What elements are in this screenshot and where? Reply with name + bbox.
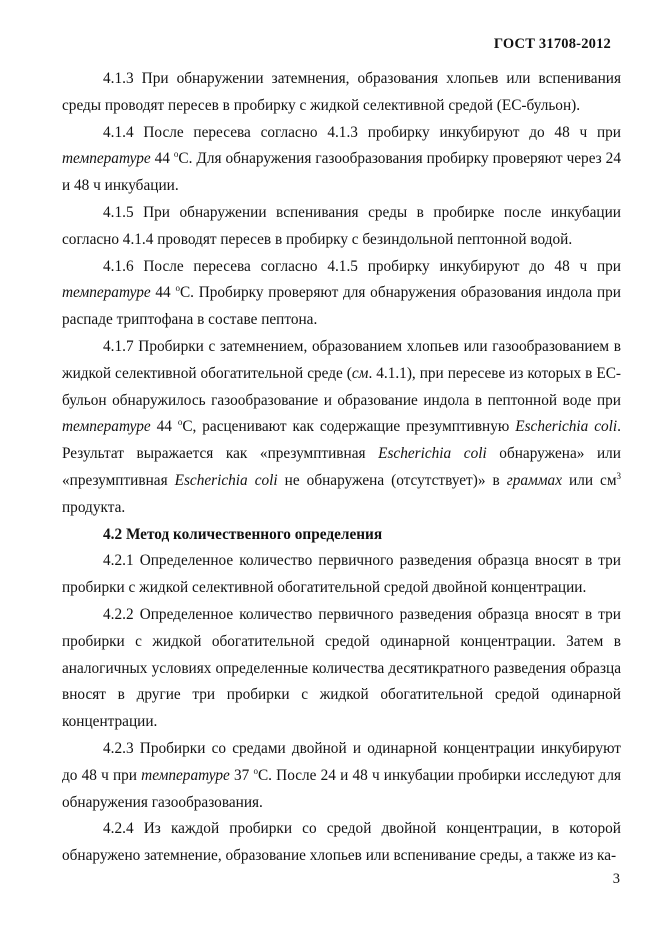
italic-run: Escherichia coli — [515, 418, 618, 436]
italic-run: температуре — [62, 284, 151, 302]
text-run: 4.1.5 При обнаружении вспенивания среды в пробирке после инкубации согласно 4.1.4 проводят пересев в пробирку с безиндольной пептонной водой. — [62, 203, 621, 248]
text-run: 44 — [150, 150, 174, 168]
superscript: о — [177, 417, 183, 428]
text-run: 4.1.3 При обнаружении затемнения, образования хлопьев или вспенивания среды проводят пересев в пробирку с жидкой селективной средой (EC-бульон). — [62, 70, 621, 114]
section-heading — [62, 522, 621, 549]
text-run: С. Пробирку проверяют для обнаружения образования индола при распаде триптофана в составе пептона. — [62, 284, 621, 329]
paragraph — [62, 816, 621, 870]
superscript: о — [173, 149, 179, 160]
text-run: . 4.1.1), при пересеве из которых в EC-бульон обнаружилось газообразование и образование индола в пептонной воде при — [62, 364, 621, 409]
standard-header: ГОСТ 31708-2012 — [493, 36, 611, 52]
text-run: 4.2.1 Определенное количество первичного разведения образца вносят в три пробирки с жидкой селективной обогатительной средой двойной концентрации. — [62, 552, 621, 597]
paragraph — [62, 200, 621, 254]
paragraph — [62, 548, 621, 602]
paragraph — [62, 120, 621, 200]
italic-run: граммах — [506, 471, 562, 489]
italic-run: Escherichia coli — [378, 445, 487, 463]
text-run: 4.1.4 После пересева согласно 4.1.3 пробирку инкубируют до 48 ч при — [103, 123, 621, 141]
text-run: обнаружена» или «презумптивная — [62, 445, 621, 489]
text-run: . Результат выражается как «презумптивная — [62, 418, 621, 463]
paragraph — [62, 66, 621, 120]
text-run: 4.2 Метод количественного определения — [103, 525, 383, 543]
superscript: о — [253, 765, 258, 776]
page-number: 3 — [612, 871, 620, 887]
text-run: продукта. — [62, 498, 126, 516]
paragraph — [62, 736, 621, 816]
text-run: С. После 24 и 48 ч инкубации пробирки исследуют для обнаружения газообразования. — [62, 766, 622, 811]
superscript: о — [175, 283, 180, 294]
text-run: 4.2.4 Из каждой пробирки со средой двойной концентрации, в которой обнаружено затемнение, образование хлопьев или вспенивание среды, а также из ка- — [62, 820, 621, 865]
text-run: 4.2.3 Пробирки со средами двойной и одинарной концентрации инкубируют до 48 ч при — [62, 739, 621, 784]
paragraph — [62, 334, 621, 522]
text-run: С. Для обнаружения газообразования пробирку проверяют через 24 и 48 ч инкубации. — [62, 150, 621, 195]
paragraph — [62, 254, 621, 334]
italic-run: Escherichia coli — [174, 471, 278, 489]
italic-run: температуре — [62, 418, 151, 436]
document-body — [62, 66, 621, 870]
italic-run: температуре — [141, 766, 230, 784]
italic-run: см — [351, 364, 369, 382]
text-run: 4.2.2 Определенное количество первичного разведения образца вносят в три пробирки с жидкой обогатительной средой одинарной концентрации. Затем в аналогичных условиях определенные количества десятикратного разведения образца вносят в другие три пробирки с жидкой обогатительной средой одинарной концентрации. — [62, 605, 621, 731]
superscript: 3 — [616, 470, 621, 481]
text-run: 4.1.7 Пробирки с затемнением, образованием хлопьев или газообразованием в жидкой селективной обогатительной среде ( — [62, 337, 621, 382]
text-run: 44 — [150, 418, 178, 436]
italic-run: температуре — [62, 150, 151, 168]
text-run: 4.1.6 После пересева согласно 4.1.5 пробирку инкубируют до 48 ч при — [103, 257, 621, 275]
text-run: С, расценивают как содержащие презумптивную — [182, 418, 516, 436]
text-run: 37 — [229, 766, 254, 784]
text-run: или см — [561, 471, 617, 489]
paragraph — [62, 602, 621, 736]
text-run: 44 — [150, 284, 176, 302]
text-run: не обнаружена (отсутствует)» в — [277, 471, 507, 489]
